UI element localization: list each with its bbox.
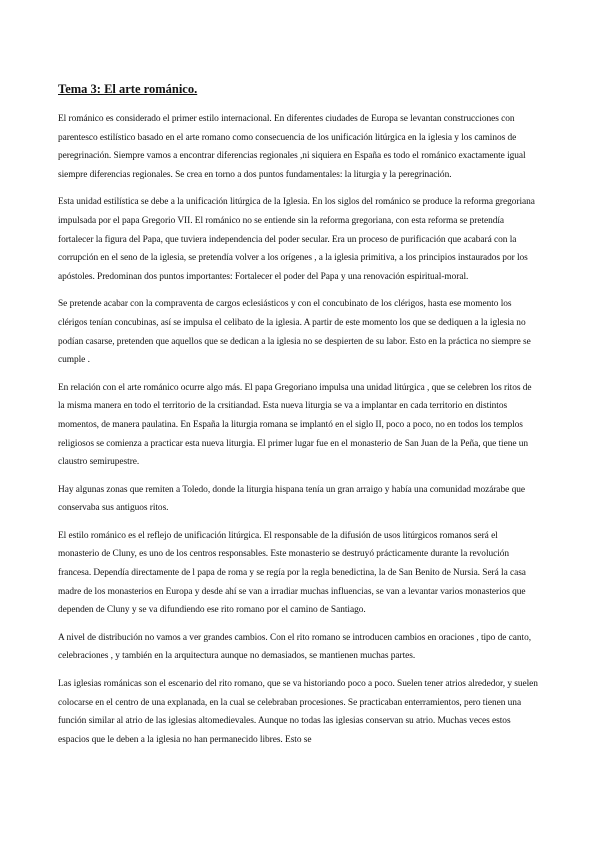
paragraph-1: El románico es considerado el primer estilo internacional. En diferentes ciudades de Europa se levantan construcciones con parentesco estilístico basado en el arte romano como consecuencia de los unificación litúrgica en la iglesia y los caminos de peregrinación. Siempre vamos a encontrar diferencias regionales ,ni siquiera en España es todo el románico exactamente igual siempre diferencias regionales. Se crea en torno a dos puntos fundamentales: la liturgia y la peregrinación. xyxy=(58,114,526,180)
paragraph-2: Esta unidad estilística se debe a la unificación litúrgica de la Iglesia. En los siglos del románico se produce la reforma gregoriana impulsada por el papa Gregorio VII. El románico no se entiende sin la reforma gregoriana, con esta reforma se pretendía fortalecer la figura del Papa, que tuviera independencia del poder secular. Era un proceso de purificación que acabará con la corrupción en el seno de la iglesia, se pretendía volver a los orígenes , a la iglesia primitiva, a los principios instaurados por los apóstoles. Predominan dos puntos importantes: Fortalecer el poder del Papa y una renovación espiritual-moral. xyxy=(58,197,535,282)
paragraph-5: Hay algunas zonas que remiten a Toledo, donde la liturgia hispana tenía un gran arraigo y había una comunidad mozárabe que conservaba sus antiguos ritos. xyxy=(58,484,525,514)
paragraph-3: Se pretende acabar con la compraventa de cargos eclesiásticos y con el concubinato de los clérigos, hasta ese momento los clérigos tenían concubinas, así se impulsa el celibato de la iglesia. A partir de este momento los que se dediquen a la iglesia no podían casarse, pretenden que aquellos que se dedican a la iglesia no se despierten de su labor. Esto en la práctica no siempre se cumple . xyxy=(58,299,531,366)
paragraph-8: Las iglesias románicas son el escenario del rito romano, que se va historiando poco a poco. Suelen tener atrios alrededor, y suelen colocarse en el centro de una explanada, en la cual se celebraban procesiones. Se practicaban enterramientos, pero tienen una función similar al atrio de las iglesias altomedievales. Aunque no todas las iglesias conservan su atrio. Muchas veces estos espacios que le deben a la iglesia no han permanecido libres. Esto se xyxy=(58,679,538,745)
paragraph-7: A nivel de distribución no vamos a ver grandes cambios. Con el rito romano se introducen cambios en oraciones , tipo de canto, celebraciones , y también en la arquitectura aunque no demasiados, se mantienen muchas partes. xyxy=(58,632,532,662)
paragraph-4: En relación con el arte románico ocurre algo más. El papa Gregoriano impulsa una unidad litúrgica , que se celebren los ritos de la misma manera en todo el territorio de la crsitiandad. Esta nueva liturgia se va a implantar en cada territorio en distintos momentos, de manera paulatina. En España la liturgia romana se implantó en el siglo II, poco a poco, no en todos los templos religiosos se comienza a practicar esta nueva liturgia. El primer lugar fue en el monasterio de San Juan de la Peña, que tiene un claustro semirupestre. xyxy=(58,382,532,468)
paragraph-6: El estilo románico es el reflejo de unificación litúrgica. El responsable de la difusión de usos litúrgicos romanos será el monasterio de Cluny, es uno de los centros responsables. Este monasterio se destruyó prácticamente durante la revolución francesa. Dependía directamente de l papa de roma y se regía por la regla benedictina, la de San Benito de Nursia. Será la casa madre de los monasterios en Europa y desde ahí se van a irradiar muchas influencias, se van a levantar varios monasterios que dependen de Cluny y se va difundiendo ese rito romano por el camino de Santiago. xyxy=(58,530,526,616)
document-title: Tema 3: El arte románico. xyxy=(58,82,198,96)
